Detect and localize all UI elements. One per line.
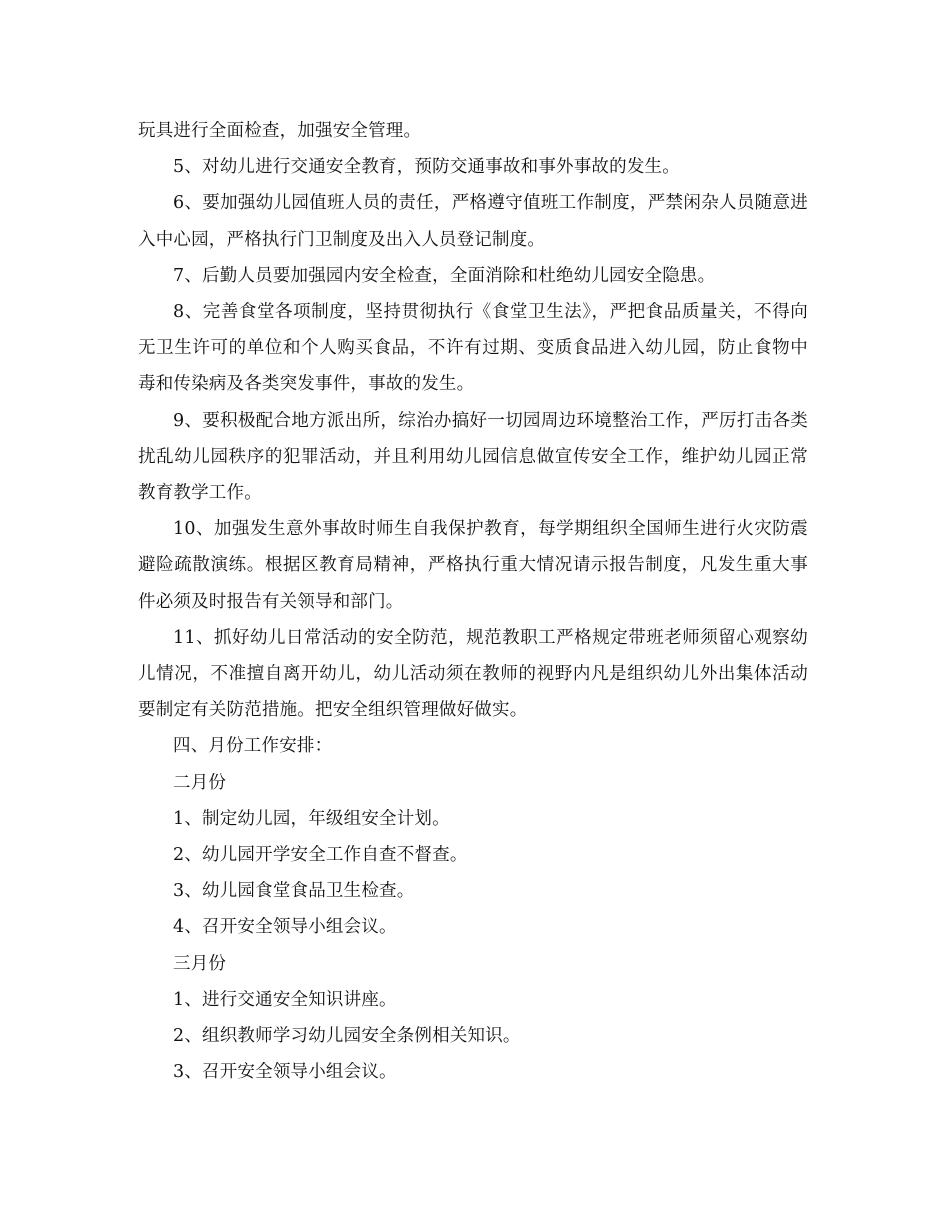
march-item-2: 2、组织教师学习幼儿园安全条例相关知识。 <box>173 1026 521 1047</box>
month-heading-february: 二月份 <box>173 772 227 793</box>
paragraph-item-5: 5、对幼儿进行交通安全教育，预防交通事故和事外事故的发生。 <box>173 157 680 178</box>
month-heading-march: 三月份 <box>173 953 227 974</box>
paragraph-item-11: 11、抓好幼儿日常活动的安全防范，规范教职工严格规定带班老师须留心观察幼儿情况，不准擅自离开幼儿，幼儿活动须在教师的视野内凡是组织幼儿外出集体活动要制定有关防范措施。把安全组织管理做好做实。 <box>138 627 808 721</box>
section-heading: 四、月份工作安排： <box>173 736 333 757</box>
february-item-4: 4、召开安全领导小组会议。 <box>173 917 397 938</box>
march-item-3: 3、召开安全领导小组会议。 <box>173 1062 397 1083</box>
paragraph-item-6: 6、要加强幼儿园值班人员的责任，严格遵守值班工作制度，严禁闲杂人员随意进入中心园，严格执行门卫制度及出入人员登记制度。 <box>138 193 808 250</box>
paragraph-item-7: 7、后勤人员要加强园内安全检查，全面消除和杜绝幼儿园安全隐患。 <box>173 265 716 286</box>
document-page <box>138 113 808 1090</box>
february-item-1: 1、制定幼儿园，年级组安全计划。 <box>173 808 450 829</box>
february-item-3: 3、幼儿园食堂食品卫生检查。 <box>173 881 415 902</box>
paragraph-item-10: 10、加强发生意外事故时师生自我保护教育，每学期组织全国师生进行火灾防震避险疏散演练。根据区教育局精神，严格执行重大情况请示报告制度，凡发生重大事件必须及时报告有关领导和部门。 <box>138 519 808 612</box>
paragraph-item-9: 9、要积极配合地方派出所，综治办搞好一切园周边环境整治工作，严厉打击各类扰乱幼儿园秩序的犯罪活动，并且利用幼儿园信息做宣传安全工作，维护幼儿园正常教育教学工作。 <box>138 410 808 504</box>
march-item-1: 1、进行交通安全知识讲座。 <box>173 989 397 1010</box>
paragraph-continuation: 玩具进行全面检查，加强安全管理。 <box>138 121 422 141</box>
february-item-2: 2、幼儿园开学安全工作自查不督查。 <box>173 845 468 866</box>
paragraph-item-8: 8、完善食堂各项制度，坚持贯彻执行《食堂卫生法》，严把食品质量关，不得向无卫生许可的单位和个人购买食品，不许有过期、变质食品进入幼儿园，防止食物中毒和传染病及各类突发事件，事故的发生。 <box>138 302 808 395</box>
